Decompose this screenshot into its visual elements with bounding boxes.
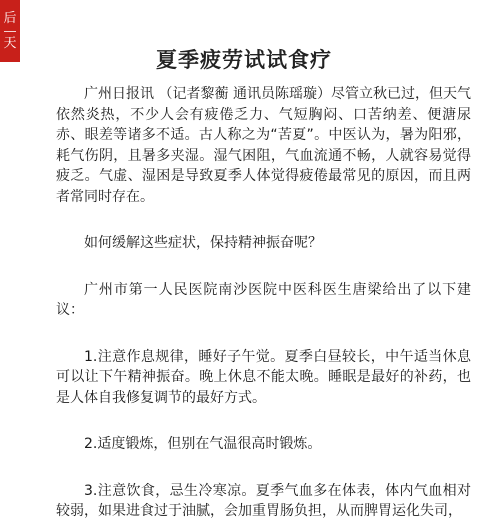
article-body: [56, 84, 471, 531]
article-paragraph: 3.注意饮食，忌生冷寒凉。夏季气血多在体表，体内气血相对较弱，如果进食过于油腻，会加重胃肠负担，从而脾胃运化失司，: [56, 482, 471, 519]
side-tab-divider: [4, 31, 16, 32]
article-paragraph: 2.适度锻炼，但别在气温很高时锻炼。: [84, 436, 322, 452]
side-tab-bottom-char: 天: [3, 35, 17, 51]
article-paragraph: 广州日报讯 （记者黎蘅 通讯员陈瑶璇）尽管立秋已过，但天气依然炎热，不少人会有疲倦乏力、气短胸闷、口苦纳差、便溏尿赤、眼差等诸多不适。古人称之为“苦夏”。中医认为，暑为阳邪，耗气伤阴，且暑多夹湿。湿气困阻，气血流通不畅，人就容易觉得疲乏。气虚、湿困是导致夏季人体觉得疲倦最常见的原因，而且两者常同时存在。: [56, 86, 471, 205]
article-paragraph: 如何缓解这些症状，保持精神振奋呢？: [84, 235, 322, 251]
article-title: 夏季疲劳试试食疗: [156, 47, 332, 73]
side-tab-top-char: 后: [3, 10, 17, 26]
article-paragraph: 1.注意作息规律，睡好子午觉。夏季白昼较长，中午适当休息可以让下午精神振奋。晚上休息不能太晚。睡眠是最好的补药，也是人体自我修复调节的最好方式。: [56, 348, 471, 406]
article-paragraph: 广州市第一人民医院南沙医院中医科医生唐梁给出了以下建议：: [56, 281, 471, 318]
